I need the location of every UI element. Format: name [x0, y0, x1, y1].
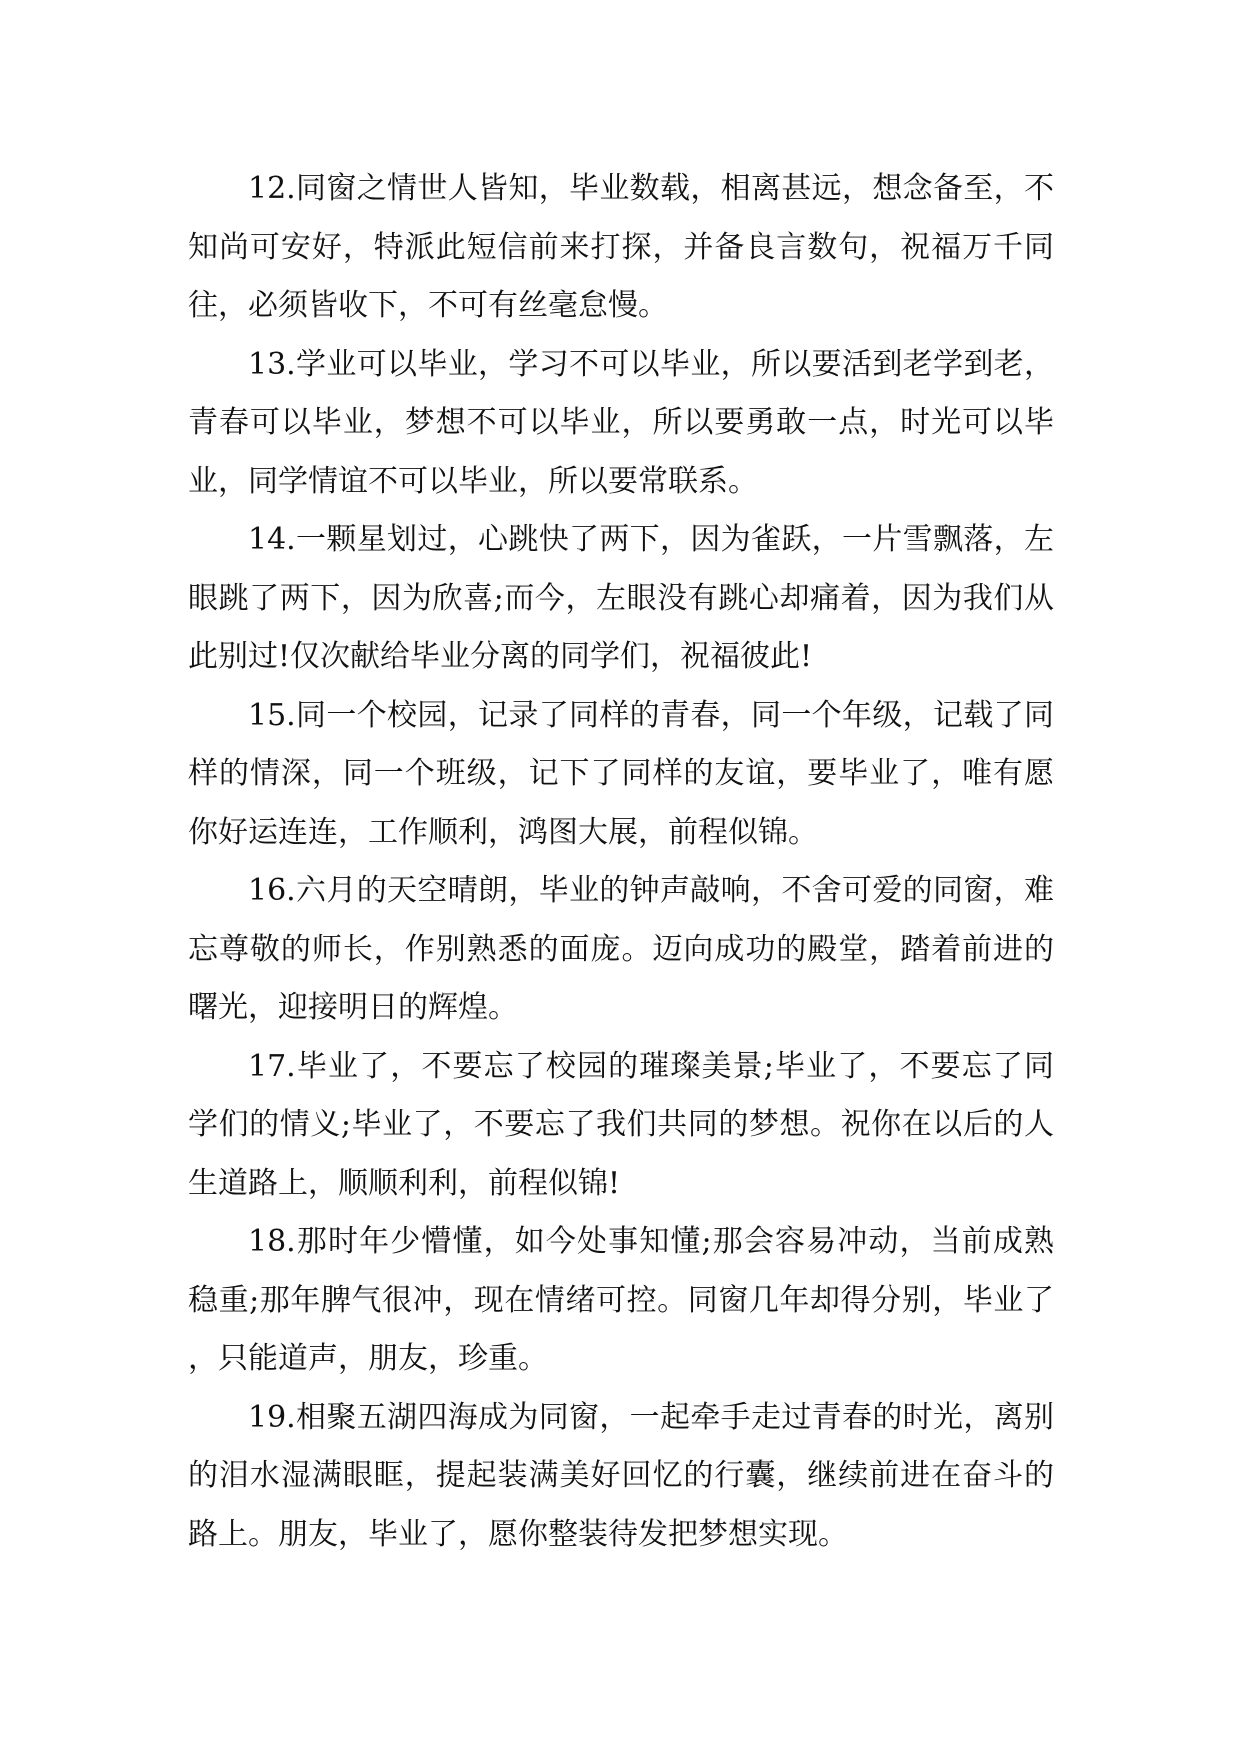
paragraph-12: 12.同窗之情世人皆知，毕业数载，相离甚远，想念备至，不知尚可安好，特派此短信前来打探，并备良言数句，祝福万千同往，必须皆收下，不可有丝毫怠慢。 — [188, 171, 1054, 323]
paragraph-18: 18.那时年少懵懂，如今处事知懂;那会容易冲动，当前成熟稳重;那年脾气很冲，现在情绪可控。同窗几年却得分别，毕业了，只能道声，朋友，珍重。 — [188, 1224, 1054, 1376]
paragraph-15: 15.同一个校园，记录了同样的青春，同一个年级，记载了同样的情深，同一个班级，记下了同样的友谊，要毕业了，唯有愿你好运连连，工作顺利，鸿图大展，前程似锦。 — [188, 697, 1054, 850]
paragraph-17: 17.毕业了，不要忘了校园的璀璨美景;毕业了，不要忘了同学们的情义;毕业了，不要忘了我们共同的梦想。祝你在以后的人生道路上，顺顺利利，前程似锦! — [188, 1048, 1054, 1201]
paragraph-13: 13.学业可以毕业，学习不可以毕业，所以要活到老学到老，青春可以毕业，梦想不可以毕业，所以要勇敢一点，时光可以毕业，同学情谊不可以毕业，所以要常联系。 — [188, 346, 1054, 499]
document-page — [188, 160, 1054, 1564]
paragraph-16: 16.六月的天空晴朗，毕业的钟声敲响，不舍可爱的同窗，难忘尊敬的师长，作别熟悉的面庞。迈向成功的殿堂，踏着前进的曙光，迎接明日的辉煌。 — [188, 873, 1054, 1025]
paragraph-14: 14.一颗星划过，心跳快了两下，因为雀跃，一片雪飘落，左眼跳了两下，因为欣喜;而今，左眼没有跳心却痛着，因为我们从此别过!仅次献给毕业分离的同学们，祝福彼此! — [188, 522, 1054, 674]
paragraph-19: 19.相聚五湖四海成为同窗，一起牵手走过青春的时光，离别的泪水湿满眼眶，提起装满美好回忆的行囊，继续前进在奋斗的路上。朋友，毕业了，愿你整装待发把梦想实现。 — [188, 1399, 1054, 1552]
